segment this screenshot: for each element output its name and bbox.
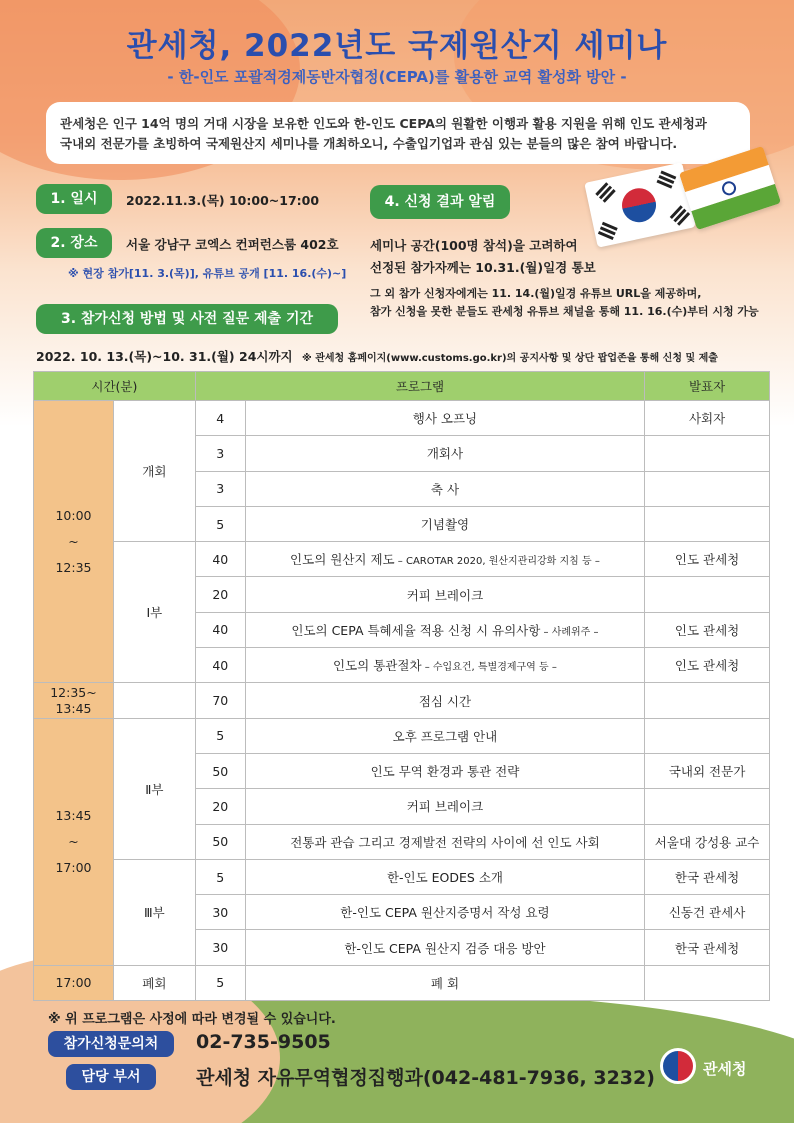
minutes-cell: 3 <box>195 436 245 471</box>
intro-line: 관세청은 인구 14억 명의 거대 시장을 보유한 인도와 한-인도 CEPA의 원활한 이행과 활용 지원을 위해 인도 관세청과 <box>60 116 707 131</box>
minutes-cell: 4 <box>195 401 245 436</box>
presenter-cell <box>645 718 770 753</box>
program-cell: 한-인도 CEPA 원산지 검증 대응 방안 <box>245 930 644 965</box>
minutes-cell: 5 <box>195 718 245 753</box>
presenter-cell: 국내외 전문가 <box>645 753 770 788</box>
presenter-cell: 서울대 강성용 교수 <box>645 824 770 859</box>
time-cell: 17:00 <box>34 965 114 1000</box>
header-program: 프로그램 <box>195 372 644 401</box>
page-subtitle: - 한-인도 포괄적경제동반자협정(CEPA)를 활용한 교역 활성화 방안 - <box>167 68 627 86</box>
program-cell: 인도의 통관절차 – 수입요건, 특별경제구역 등 – <box>245 648 644 683</box>
minutes-cell: 20 <box>195 789 245 824</box>
program-cell: 전통과 관습 그리고 경제발전 전략의 사이에 선 인도 사회 <box>245 824 644 859</box>
minutes-cell: 30 <box>195 930 245 965</box>
time-cell: 10:00 ~ 12:35 <box>34 401 114 683</box>
program-cell: 한-인도 CEPA 원산지증명서 작성 요령 <box>245 895 644 930</box>
result-line: 그 외 참가 신청자에게는 11. 14.(월)일경 유튜브 URL을 제공하며, <box>370 287 702 300</box>
inquiry-label: 참가신청문의처 <box>48 1031 174 1057</box>
footnote: ※ 위 프로그램은 사정에 따라 변경될 수 있습니다. <box>48 1012 336 1027</box>
table-row <box>34 965 770 1000</box>
result-line: 선정된 참가자께는 10.31.(월)일경 통보 <box>370 260 596 275</box>
logo-text: 관세청 <box>703 1060 747 1078</box>
program-cell: 행사 오프닝 <box>245 401 644 436</box>
minutes-cell: 5 <box>195 859 245 894</box>
result-line: 세미나 공간(100명 참석)을 고려하여 <box>370 238 578 253</box>
table-row <box>34 859 770 894</box>
minutes-cell: 50 <box>195 824 245 859</box>
header-time: 시간(분) <box>34 372 196 401</box>
program-cell: 커피 브레이크 <box>245 789 644 824</box>
program-cell: 개회사 <box>245 436 644 471</box>
program-cell: 축 사 <box>245 471 644 506</box>
part-cell <box>113 683 195 718</box>
program-cell: 인도의 원산지 제도 – CAROTAR 2020, 원산지관리강화 지침 등 – <box>245 542 644 577</box>
section-date-label: 1. 일시 <box>36 184 112 214</box>
department-label: 담당 부서 <box>66 1064 156 1090</box>
presenter-cell <box>645 506 770 541</box>
table-row <box>34 542 770 577</box>
event-date: 2022.11.3.(목) 10:00~17:00 <box>126 193 320 208</box>
program-cell: 오후 프로그램 안내 <box>245 718 644 753</box>
presenter-cell <box>645 471 770 506</box>
india-flag-icon <box>679 146 781 230</box>
part-cell: 폐회 <box>113 965 195 1000</box>
minutes-cell: 40 <box>195 542 245 577</box>
section-venue-label: 2. 장소 <box>36 228 112 258</box>
application-note: ※ 관세청 홈페이지(www.customs.go.kr)의 공지사항 및 상단 팝업존을 통해 신청 및 제출 <box>302 353 718 364</box>
minutes-cell: 50 <box>195 753 245 788</box>
presenter-cell <box>645 683 770 718</box>
presenter-cell: 신동건 관세사 <box>645 895 770 930</box>
intro-line: 국내외 전문가를 초빙하여 국제원산지 세미나를 개최하오니, 수출입기업과 관심 있는 분들의 많은 참여 바랍니다. <box>60 136 678 151</box>
table-row <box>34 718 770 753</box>
minutes-cell: 5 <box>195 965 245 1000</box>
presenter-cell: 사회자 <box>645 401 770 436</box>
presenter-cell: 인도 관세청 <box>645 648 770 683</box>
part-cell: Ⅲ부 <box>113 859 195 965</box>
presenter-cell <box>645 965 770 1000</box>
table-row <box>34 401 770 436</box>
minutes-cell: 3 <box>195 471 245 506</box>
customs-logo-icon <box>660 1048 696 1084</box>
program-cell: 점심 시간 <box>245 683 644 718</box>
program-cell: 폐 회 <box>245 965 644 1000</box>
program-cell: 인도의 CEPA 특혜세율 적용 신청 시 유의사항 – 사례위주 – <box>245 612 644 647</box>
result-line: 참가 신청을 못한 분들도 관세청 유튜브 채널을 통해 11. 16.(수)부터 시청 가능 <box>370 305 759 318</box>
presenter-cell <box>645 577 770 612</box>
minutes-cell: 30 <box>195 895 245 930</box>
part-cell: 개회 <box>113 401 195 542</box>
inquiry-phone: 02-735-9505 <box>196 1031 331 1053</box>
program-cell: 인도 무역 환경과 통관 전략 <box>245 753 644 788</box>
venue-note: ※ 현장 참가[11. 3.(목)], 유튜브 공개 [11. 16.(수)~] <box>68 267 347 280</box>
presenter-cell <box>645 789 770 824</box>
presenter-cell <box>645 436 770 471</box>
minutes-cell: 40 <box>195 648 245 683</box>
department-value: 관세청 자유무역협정집행과(042-481-7936, 3232) <box>196 1067 655 1089</box>
section-application-label: 3. 참가신청 방법 및 사전 질문 제출 기간 <box>36 304 338 334</box>
time-cell: 13:45 ~ 17:00 <box>34 718 114 965</box>
time-cell: 12:35~ 13:45 <box>34 683 114 718</box>
minutes-cell: 40 <box>195 612 245 647</box>
application-period: 2022. 10. 13.(목)~10. 31.(월) 24시까지 <box>36 349 293 364</box>
program-cell: 한-인도 EODES 소개 <box>245 859 644 894</box>
minutes-cell: 5 <box>195 506 245 541</box>
part-cell: Ⅱ부 <box>113 718 195 859</box>
table-row <box>34 683 770 718</box>
flags-illustration <box>590 150 780 240</box>
presenter-cell: 인도 관세청 <box>645 612 770 647</box>
event-venue: 서울 강남구 코엑스 컨퍼런스룸 402호 <box>126 237 339 252</box>
header-presenter: 발표자 <box>645 372 770 401</box>
section-result-label: 4. 신청 결과 알림 <box>370 185 510 219</box>
program-table <box>33 371 770 1001</box>
page-title: 관세청, 2022년도 국제원산지 세미나 <box>126 28 668 64</box>
presenter-cell: 한국 관세청 <box>645 930 770 965</box>
minutes-cell: 20 <box>195 577 245 612</box>
presenter-cell: 인도 관세청 <box>645 542 770 577</box>
presenter-cell: 한국 관세청 <box>645 859 770 894</box>
program-cell: 커피 브레이크 <box>245 577 644 612</box>
program-cell: 기념촬영 <box>245 506 644 541</box>
part-cell: Ⅰ부 <box>113 542 195 683</box>
minutes-cell: 70 <box>195 683 245 718</box>
